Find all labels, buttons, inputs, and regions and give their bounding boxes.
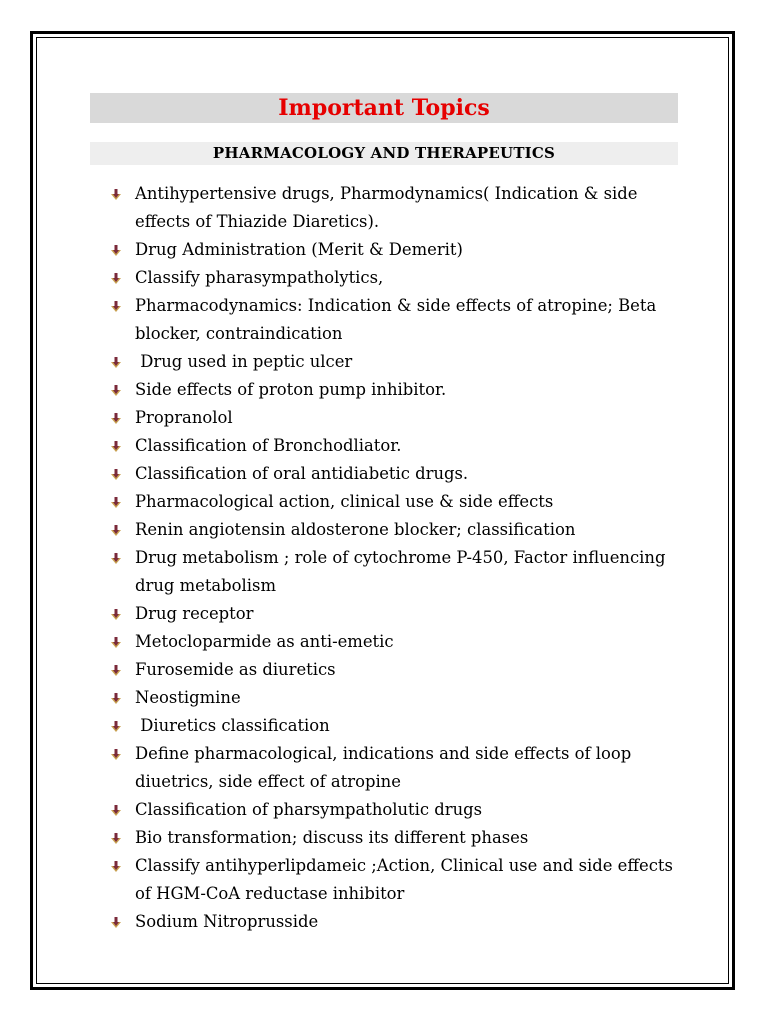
topic-text: Renin angiotensin aldosterone blocker; classification — [135, 520, 576, 539]
list-item — [108, 656, 678, 684]
topic-text: Pharmacological action, clinical use & side effects — [135, 492, 554, 511]
down-arrow-icon — [111, 749, 121, 761]
topic-text: Drug metabolism ; role of cytochrome P-450, Factor influencing drug metabolism — [135, 548, 671, 595]
down-arrow-icon — [111, 637, 121, 649]
list-item — [108, 292, 678, 348]
topic-text: Classification of Bronchodliator. — [135, 436, 402, 455]
topic-text: Pharmacodynamics: Indication & side effects of atropine; Beta blocker, contraindication — [135, 296, 662, 343]
down-arrow-icon — [111, 301, 121, 313]
list-item — [108, 376, 678, 404]
list-item — [108, 544, 678, 600]
topic-text: Furosemide as diuretics — [135, 660, 336, 679]
down-arrow-icon — [111, 413, 121, 425]
down-arrow-icon — [111, 833, 121, 845]
topic-list — [108, 180, 678, 936]
title-banner — [90, 93, 678, 123]
list-item — [108, 684, 678, 712]
list-item — [108, 460, 678, 488]
topic-text: Classify pharasympatholytics, — [135, 268, 384, 287]
topic-text: Bio transformation; discuss its different phases — [135, 828, 529, 847]
down-arrow-icon — [111, 357, 121, 369]
down-arrow-icon — [111, 861, 121, 873]
topic-text: Classification of oral antidiabetic drugs. — [135, 464, 469, 483]
down-arrow-icon — [111, 189, 121, 201]
topic-text: Neostigmine — [135, 688, 241, 707]
list-item — [108, 740, 678, 796]
list-item — [108, 628, 678, 656]
topic-text: Metocloparmide as anti-emetic — [135, 632, 394, 651]
down-arrow-icon — [111, 497, 121, 509]
down-arrow-icon — [111, 693, 121, 705]
topic-text: Sodium Nitroprusside — [135, 912, 319, 931]
list-item — [108, 516, 678, 544]
down-arrow-icon — [111, 665, 121, 677]
down-arrow-icon — [111, 609, 121, 621]
subtitle-banner — [90, 142, 678, 165]
down-arrow-icon — [111, 917, 121, 929]
topic-text: Drug used in peptic ulcer — [135, 352, 353, 371]
list-item — [108, 180, 678, 236]
topic-text: Classify antihyperlipdameic ;Action, Clinical use and side effects of HGM-CoA reductase inhibitor — [135, 856, 679, 903]
down-arrow-icon — [111, 525, 121, 537]
down-arrow-icon — [111, 469, 121, 481]
down-arrow-icon — [111, 553, 121, 565]
page-title: Important Topics — [278, 95, 490, 121]
topic-text: Propranolol — [135, 408, 233, 427]
list-item — [108, 264, 678, 292]
list-item — [108, 600, 678, 628]
list-item — [108, 908, 678, 936]
down-arrow-icon — [111, 441, 121, 453]
topic-text: Define pharmacological, indications and side effects of loop diuetrics, side effect of atropine — [135, 744, 637, 791]
list-item — [108, 432, 678, 460]
list-item — [108, 488, 678, 516]
list-item — [108, 712, 678, 740]
section-subtitle: PHARMACOLOGY AND THERAPEUTICS — [212, 144, 556, 162]
down-arrow-icon — [111, 245, 121, 257]
topic-text: Drug Administration (Merit & Demerit) — [135, 240, 463, 259]
list-item — [108, 824, 678, 852]
list-item — [108, 796, 678, 824]
list-item — [108, 852, 678, 908]
down-arrow-icon — [111, 273, 121, 285]
down-arrow-icon — [111, 385, 121, 397]
topic-text: Antihypertensive drugs, Pharmodynamics( Indication & side effects of Thiazide Diaretics). — [135, 184, 643, 231]
down-arrow-icon — [111, 721, 121, 733]
topic-text: Side effects of proton pump inhibitor. — [135, 380, 447, 399]
list-item — [108, 348, 678, 376]
topic-text: Drug receptor — [135, 604, 254, 623]
down-arrow-icon — [111, 805, 121, 817]
list-item — [108, 236, 678, 264]
list-item — [108, 404, 678, 432]
topic-text: Diuretics classification — [135, 716, 330, 735]
topic-text: Classification of pharsympatholutic drugs — [135, 800, 483, 819]
